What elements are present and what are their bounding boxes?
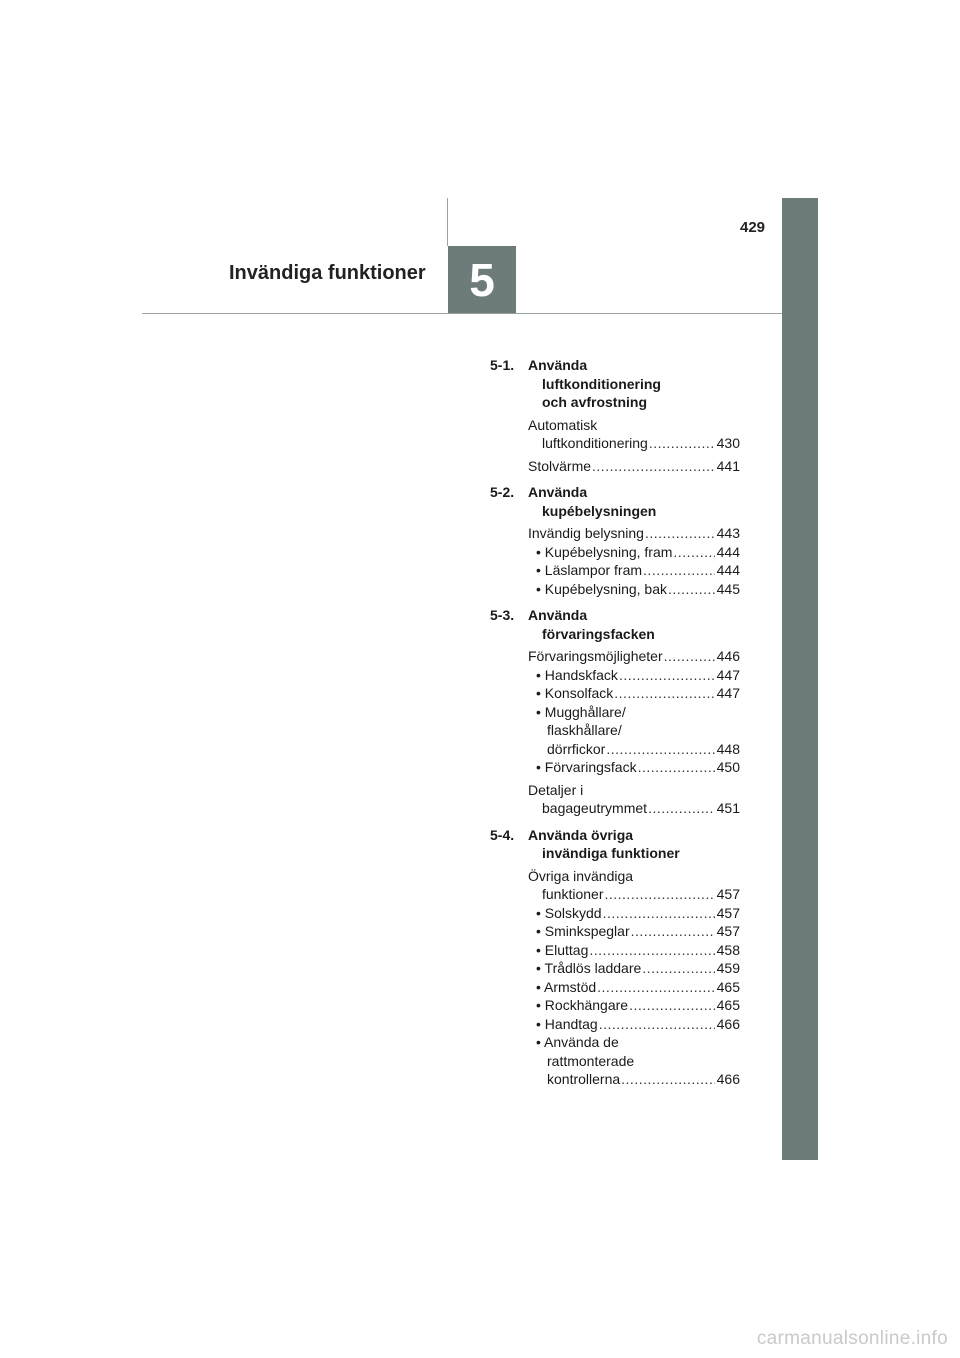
dot-leader	[631, 922, 715, 941]
section-title: Använda	[528, 607, 588, 623]
section-number: 5-2.	[490, 484, 515, 500]
section-number: 5-1.	[490, 357, 515, 373]
toc-entry-text: Invändig belysning	[528, 525, 644, 541]
section-title-cont: kupébelysningen	[542, 502, 657, 519]
toc-entry[interactable]	[528, 457, 740, 476]
dot-leader	[621, 1070, 714, 1089]
dot-leader	[638, 758, 715, 777]
toc-entry-pre: Automatisk	[528, 416, 598, 433]
toc-entry-text: • Förvaringsfack	[536, 759, 637, 775]
toc-entry[interactable]	[528, 647, 740, 666]
toc-entry-page: 457	[716, 904, 740, 921]
dot-leader	[642, 959, 714, 978]
toc-entry-page: 444	[716, 562, 740, 578]
chapter-side-tab	[782, 198, 818, 1160]
toc-subentry[interactable]	[536, 561, 740, 580]
toc-entry-text: • Solskydd	[536, 904, 602, 921]
dot-leader	[648, 799, 715, 818]
toc-entry-page: 430	[716, 435, 740, 451]
toc-entry-text: • Kupébelysning, bak	[536, 580, 667, 597]
dot-leader	[597, 978, 714, 997]
toc-entry-pre: rattmonterade	[547, 1052, 635, 1069]
toc-entry-page: 457	[716, 923, 740, 939]
toc-subentry[interactable]	[536, 978, 740, 997]
toc-entry-page: 457	[716, 886, 740, 902]
toc-entry-text: dörrfickor	[547, 740, 606, 757]
dot-leader	[668, 580, 715, 599]
dot-leader	[649, 434, 715, 453]
toc-entry-text: bagageutrymmet	[542, 800, 648, 816]
dot-leader	[645, 524, 715, 543]
toc-subentry[interactable]	[536, 996, 740, 1015]
dot-leader	[604, 885, 714, 904]
toc-section-5-4[interactable]	[490, 826, 740, 863]
section-title: Använda övriga	[528, 826, 634, 843]
dot-leader	[664, 647, 715, 666]
dot-leader	[589, 941, 714, 960]
toc-entry-page: 459	[716, 960, 740, 976]
toc-entry-page: 445	[716, 580, 740, 597]
section-title: Använda	[528, 357, 588, 373]
toc-entry-text: • Eluttag	[536, 941, 589, 958]
toc-entry-page: 447	[716, 666, 740, 683]
dot-leader	[603, 904, 715, 923]
toc-subentry[interactable]	[536, 904, 740, 923]
chapter-number-box	[448, 246, 516, 313]
page-number: 429	[740, 219, 766, 236]
toc-section-5-3[interactable]	[490, 606, 740, 643]
toc-entry-text: funktioner	[542, 886, 604, 902]
dot-leader	[673, 543, 714, 562]
toc-entry-pre: • Använda de	[536, 1034, 619, 1050]
toc-subentry[interactable]	[536, 580, 740, 599]
toc-subentry[interactable]	[536, 1070, 740, 1089]
toc-subentry[interactable]	[536, 1015, 740, 1034]
toc-entry-text: kontrollerna	[547, 1071, 621, 1087]
toc-subentry[interactable]	[536, 959, 740, 978]
watermark: carmanualsonline.info	[756, 1328, 948, 1349]
section-title-cont: förvaringsfacken	[542, 625, 655, 642]
dot-leader	[614, 684, 714, 703]
dot-leader	[643, 561, 715, 580]
toc-entry-text: luftkonditionering	[542, 435, 648, 451]
dot-leader	[629, 996, 715, 1015]
toc-entry-page: 444	[716, 543, 740, 560]
toc-section-5-2[interactable]	[490, 483, 740, 520]
toc-entry-text: • Sminkspeglar	[536, 923, 630, 939]
toc-subentry[interactable]	[536, 543, 740, 562]
toc-entry-page: 465	[716, 997, 740, 1013]
section-title-cont: och avfrostning	[542, 394, 648, 410]
toc-entry-text: • Läslampor fram	[536, 562, 643, 578]
toc-subentry[interactable]	[536, 758, 740, 777]
section-number: 5-3.	[490, 607, 515, 623]
toc-entry-text: Stolvärme	[528, 457, 592, 474]
chapter-title: Invändiga funktioner	[229, 262, 426, 284]
toc-section-5-1[interactable]	[490, 356, 740, 412]
section-title: Använda	[528, 484, 588, 500]
toc-entry[interactable]	[528, 799, 740, 818]
table-of-contents	[490, 356, 740, 1089]
toc-entry-page: 458	[716, 941, 740, 958]
toc-entry-page: 466	[716, 1015, 740, 1032]
toc-entry-pre: Övriga invändiga	[528, 867, 634, 884]
toc-entry-page: 451	[716, 800, 740, 816]
toc-entry-page: 446	[716, 648, 740, 664]
toc-subentry[interactable]	[536, 684, 740, 703]
toc-subentry[interactable]	[536, 666, 740, 685]
dot-leader	[599, 1015, 715, 1034]
header-vertical-rule	[447, 198, 448, 246]
dot-leader	[619, 666, 715, 685]
header-rule	[142, 313, 782, 314]
section-title-cont: luftkonditionering	[542, 375, 661, 392]
toc-subentry[interactable]	[536, 922, 740, 941]
toc-entry-pre: Detaljer i	[528, 781, 584, 798]
toc-entry[interactable]	[528, 885, 740, 904]
toc-subentry[interactable]	[536, 941, 740, 960]
toc-entry-page: 465	[716, 978, 740, 995]
toc-entry[interactable]	[528, 434, 740, 453]
toc-entry-pre: • Mugghållare/	[536, 703, 626, 720]
toc-entry-text: • Trådlös laddare	[536, 960, 642, 976]
toc-entry-page: 443	[716, 525, 740, 541]
dot-leader	[606, 740, 714, 759]
toc-entry-page: 441	[716, 457, 740, 474]
toc-entry-text: • Rockhängare	[536, 997, 629, 1013]
toc-entry-page: 447	[716, 685, 740, 701]
toc-entry-page: 450	[716, 759, 740, 775]
toc-entry-text: • Kupébelysning, fram	[536, 543, 673, 560]
toc-entry-text: • Konsolfack	[536, 685, 614, 701]
toc-entry-page: 466	[716, 1071, 740, 1087]
toc-entry-page: 448	[716, 740, 740, 757]
section-number: 5-4.	[490, 826, 515, 843]
toc-entry-text: • Handtag	[536, 1015, 598, 1032]
dot-leader	[592, 457, 715, 476]
toc-entry[interactable]	[528, 524, 740, 543]
toc-subentry[interactable]	[536, 740, 740, 759]
toc-entry-pre: flaskhållare/	[547, 722, 622, 738]
chapter-number: 5	[469, 253, 495, 306]
toc-entry-text: • Handskfack	[536, 666, 618, 683]
toc-entry-text: Förvaringsmöjligheter	[528, 648, 663, 664]
section-title-cont: invändiga funktioner	[542, 845, 680, 861]
toc-entry-text: • Armstöd	[536, 978, 597, 995]
